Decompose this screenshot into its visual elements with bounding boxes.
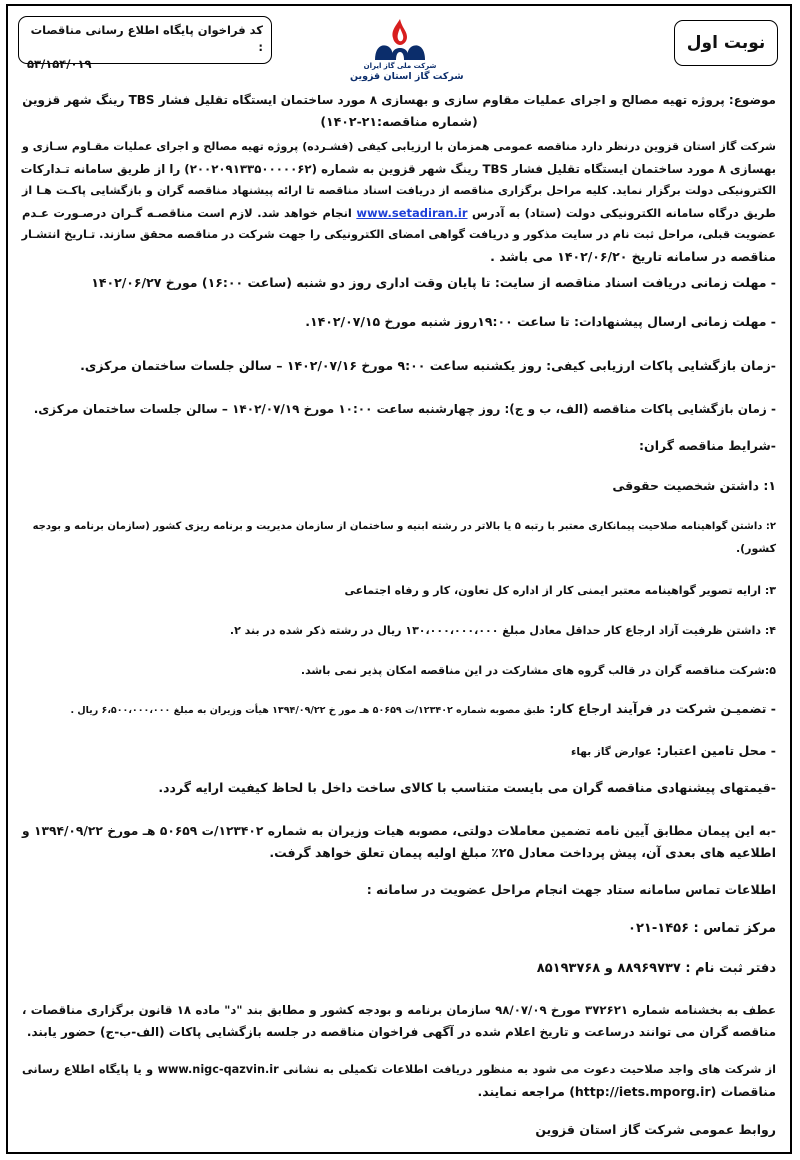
intro-line-5: عضویت قبلی، مراحل ثبت نام در سایت مذکور و دریافت گواهی امضای الکترونیکی را جهت شرکت در مناقصه محقق سازند. تـاریخ انتشـار	[21, 228, 776, 241]
opening-tender-envelopes: - زمان بازگشایی پاکات مناقصه (الف، ب و ج): روز چهارشنبه ساعت ۱۰:۰۰ مورخ ۱۴۰۲/۰۷/۱۹ – سالن جلسات ساختمان مرکزی.	[33, 402, 776, 416]
conditions-title: -شرایط مناقصه گران:	[639, 438, 776, 453]
iets-link[interactable]: (http://iets.mporg.ir)	[569, 1084, 717, 1099]
intro-line-4	[22, 203, 776, 223]
invite-line-2-start: مناقصات	[720, 1084, 776, 1099]
gas-flame-logo-icon	[369, 16, 431, 62]
contract-line-2: اطلاعیه های بعدی آن، پیش پرداخت معادل ۲۵٪ مبلغ اولیه پیمان تعلق خواهد گرفت.	[269, 845, 776, 860]
contract-line-1: -به این پیمان مطابق آیین نامه تضمین معاملات دولتی، مصوبه هیات وزیران به شماره ۱۲۳۴۰۲/ت ۵۰۶۵۹ هـ مورخ ۱۳۹۴/۰۹/۲۲ و	[22, 824, 776, 838]
invite-line-2	[22, 1082, 776, 1102]
tender-notice-page	[6, 4, 792, 1154]
contact-center: مرکز تماس : ۱۴۵۶-۰۲۱	[628, 921, 776, 936]
intro-line-1: شرکت گاز استان قزوین درنظر دارد مناقصه عمومی همزمان با ارزیابی کیفی (فشـرده) پروژه تهیه مصالح و اجرای عملیات مقـاوم سـازی و	[22, 140, 776, 153]
condition-3: ۳: ارایه تصویر گواهینامه معتبر ایمنی کار از اداره کل تعاون، کار و رفاه اجتماعی	[344, 584, 776, 597]
invite-line-1	[22, 1060, 776, 1080]
condition-2-line-2: کشور).	[735, 542, 776, 555]
opening-quality-envelopes: -زمان بازگشایی پاکات ارزیابی کیفی: روز یکشنبه ساعت ۹:۰۰ مورخ ۱۴۰۲/۰۷/۱۶ – سالن جلسات ساختمان مرکزی.	[80, 358, 776, 373]
guarantee-detail: طبق مصوبه شماره ۱۲۳۴۰۲/ت ۵۰۶۵۹ هـ مور خ ۱۳۹۴/۰۹/۲۲ هیأت وزیران به مبلغ ۶،۵۰۰،۰۰۰،۰۰۰ ریال .	[70, 705, 545, 716]
prices-note: -قیمتهای پیشنهادی مناقصه گران می بایست متناسب با کالای ساخت داخل با لحاظ کیفیت ارایه گردد.	[158, 780, 776, 795]
intro-line-2: بهسازی ۸ مورد ساختمان ایستگاه تقلیل فشار TBS رینگ شهر قزوین به شماره (۲۰۰۲۰۹۱۳۳۵۰۰۰۰۰۶۲) را از طریق سامانه تـدارکات	[20, 162, 776, 176]
contact-registration: دفتر ثبت نام : ۸۸۹۶۹۷۳۷ و ۸۵۱۹۳۷۶۸	[536, 961, 776, 976]
tender-code-label: کد فراخوان پایگاه اطلاع رسانی مناقصات :	[30, 23, 263, 54]
deadline-receive-docs: - مهلت زمانی دریافت اسناد مناقصه از سایت: تا پایان وقت اداری روز دو شنبه (ساعت ۱۶:۰۰) مورخ ۱۴۰۲/۰۶/۲۷	[91, 275, 776, 290]
tender-code-box	[18, 16, 272, 71]
round-badge	[674, 20, 778, 66]
public-relations-signature: روابط عمومی شرکت گاز استان قزوین	[535, 1122, 776, 1137]
circular-line-1: عطف به بخشنامه شماره ۳۷۲۶۲۱ مورخ ۹۸/۰۷/۰۹ سازمان برنامه و بودجه کشور و مطابق بند "د" ماده ۱۸ قانون برگزاری مناقصات ،	[22, 1003, 777, 1017]
invite-line-2-end: مراجعه نمایند.	[477, 1084, 565, 1099]
round-label: نوبت اول	[686, 33, 766, 53]
logo-subtitle: شرکت ملی گاز ایران	[363, 62, 437, 70]
funding-label: - محل تامین اعتبار:	[656, 743, 776, 758]
condition-4: ۴: داشتن ظرفیت آزاد ارجاع کار حداقل معادل مبلغ ۱۳۰،۰۰۰،۰۰۰،۰۰۰ ریال در رشته ذکر شده در بند ۲.	[229, 624, 776, 637]
setadiran-link[interactable]: www.setadiran.ir	[356, 206, 468, 220]
subject-line-1: موضوع: پروژه تهیه مصالح و اجرای عملیات مقاوم سازی و بهسازی ۸ مورد ساختمان ایستگاه تقلیل فشار TBS رینگ شهر قزوین	[22, 93, 776, 107]
tender-number: (شماره مناقصه:۲۱-۱۴۰۲)	[320, 114, 478, 129]
condition-2-line-1: ۲: داشتن گواهینامه صلاحیت پیمانکاری معتبر با رتبه ۵ یا بالاتر در رشته ابنیه و ساختمان از سازمان مدیریت و برنامه ریزی کشور (سازمان برنامه و بودجه	[32, 521, 776, 532]
intro-line-3: الکترونیکی دولت برگزار نماید. کلیه مراحل برگزاری مناقصه از دریافت اسناد مناقصه تا ارائه پیشنهاد مناقصه گران و بازگشایی پاکـت هـا از	[22, 184, 776, 197]
guarantee-line	[22, 699, 776, 721]
contact-title: اطلاعات تماس سامانه ستاد جهت انجام مراحل عضویت در سامانه :	[366, 882, 776, 897]
nigc-qazvin-link[interactable]: www.nigc-qazvin.ir	[157, 1063, 279, 1076]
condition-1: ۱: داشتن شخصیت حقوقی	[612, 478, 776, 493]
tender-code-value: ۵۳/۱۵۴/۰۱۹	[27, 57, 92, 71]
intro-line-4-end: انجام خواهد شد. لازم است مناقصـه گـران درصـورت عـدم	[22, 206, 352, 220]
guarantee-label: - تضمیـن شرکت در فرآیند ارجاع کار:	[549, 701, 776, 716]
funding-detail: عوارض گاز بهاء	[570, 746, 653, 758]
logo-company-name: شرکت گاز استان قزوین	[350, 71, 464, 82]
invite-line-1-end: و یا پایگاه اطلاع رسانی	[22, 1063, 154, 1076]
intro-line-4-start: طریق درگاه سامانه الکترونیکی دولت (ستاد) به آدرس	[472, 206, 776, 220]
intro-line-6: مناقصه در سامانه تاریخ ۱۴۰۲/۰۶/۲۰ می باشد .	[490, 249, 776, 264]
deadline-submit-offers: - مهلت زمانی ارسال پیشنهادات: تا ساعت ۱۹:۰۰روز شنبه مورخ ۱۴۰۲/۰۷/۱۵.	[305, 314, 776, 329]
condition-5: ۵:شرکت مناقصه گران در قالب گروه های مشارکت در این مناقصه امکان پذیر نمی باشد.	[300, 664, 776, 677]
invite-line-1-start: از شرکت های واجد صلاحیت دعوت می شود به منظور دریافت اطلاعات تکمیلی به نشانی	[283, 1063, 777, 1076]
circular-line-2: مناقصه گران می توانند درساعت و تاریخ اعلام شده در آگهی فراخوان مناقصه در جلسه بازگشایی پاکات (الف-ب-ج) حضور یابند.	[26, 1025, 776, 1039]
company-logo	[350, 16, 464, 88]
funding-line	[22, 741, 776, 762]
